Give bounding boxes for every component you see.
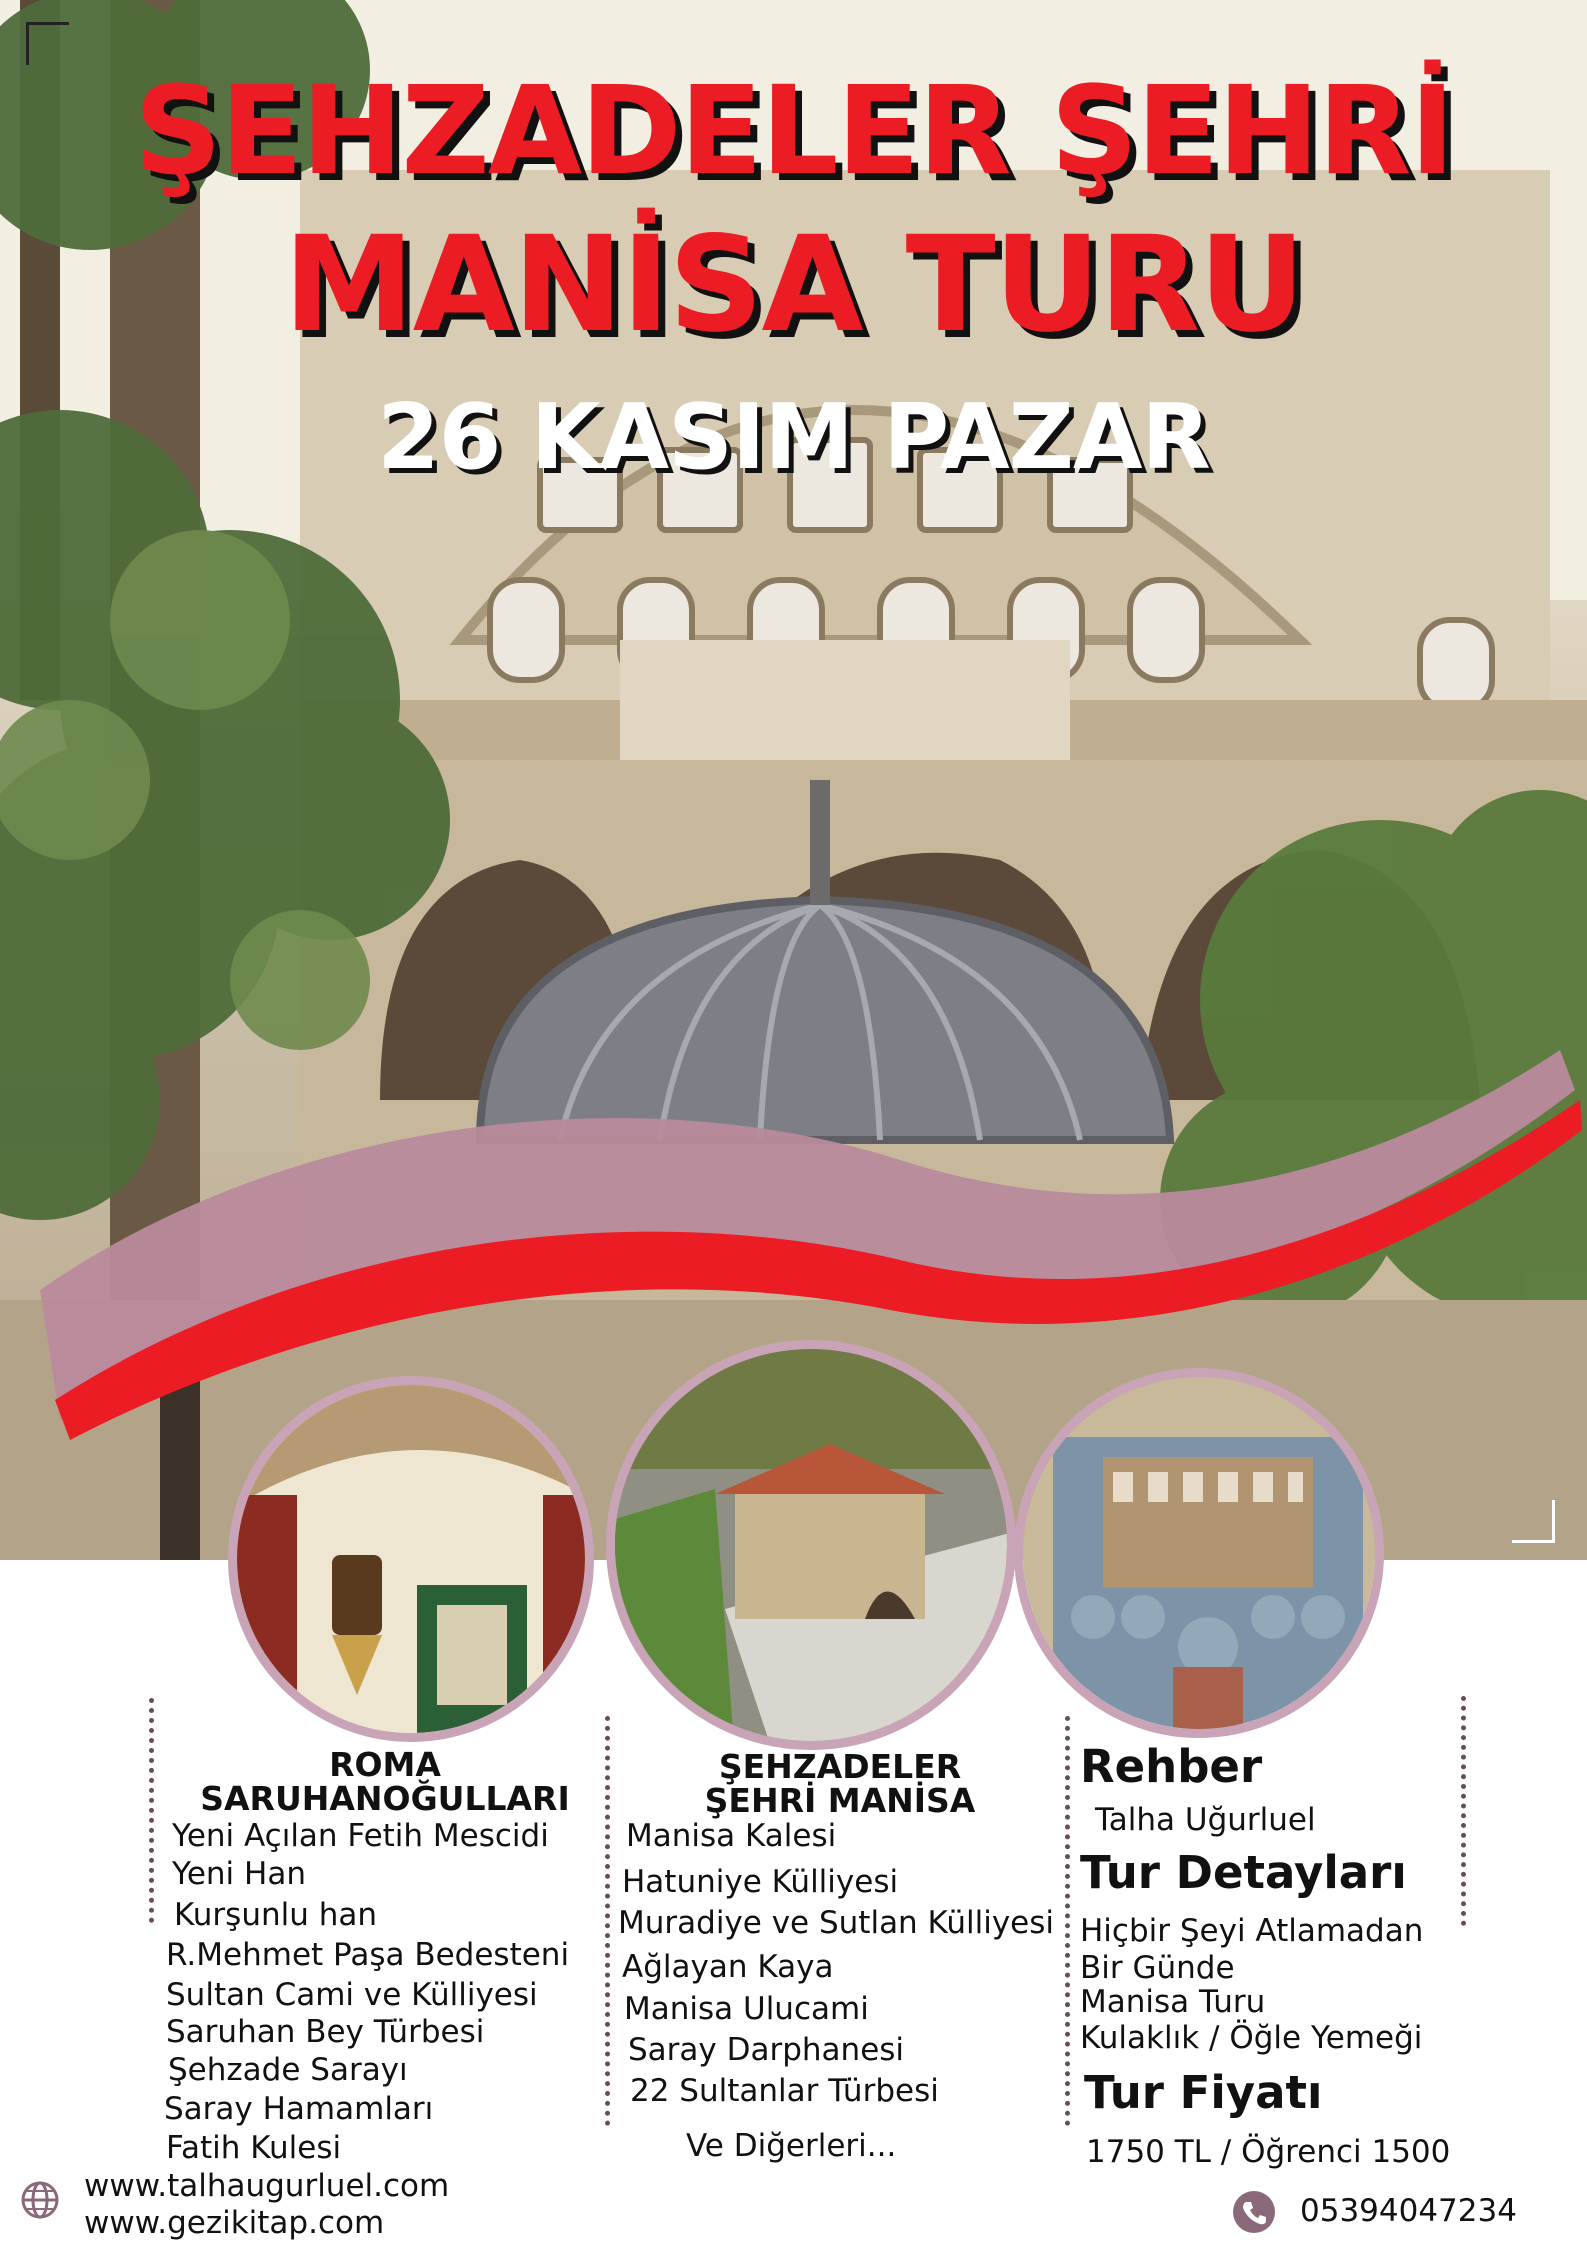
divider-dotted — [1461, 1696, 1466, 1926]
tour-detail: Kulaklık / Öğle Yemeği — [1080, 2020, 1423, 2056]
list-item: Hatuniye Külliyesi — [622, 1864, 899, 1900]
guide-name: Talha Uğurluel — [1095, 1802, 1316, 1838]
list-item: Yeni Han — [172, 1856, 306, 1892]
website-link-1[interactable]: www.talhaugurluel.com — [84, 2168, 450, 2204]
tour-detail: Bir Günde — [1080, 1950, 1235, 1986]
guide-heading: Rehber — [1080, 1740, 1263, 1793]
corner-mark-bottom-right — [1512, 1500, 1555, 1543]
list-item: Saray Hamamları — [164, 2091, 434, 2127]
list-item: Saray Darphanesi — [628, 2032, 905, 2068]
divider-dotted — [149, 1698, 154, 1923]
photo-circle-mosque-interior — [228, 1376, 594, 1742]
list-item: Saruhan Bey Türbesi — [166, 2014, 485, 2050]
tour-details-heading: Tur Detayları — [1080, 1846, 1407, 1899]
phone-icon — [1232, 2190, 1276, 2234]
column-heading — [640, 1747, 1040, 1820]
column-heading-line-2: ŞEHRİ MANİSA — [704, 1781, 976, 1820]
column-heading — [170, 1745, 600, 1818]
tour-price-heading: Tur Fiyatı — [1084, 2066, 1323, 2119]
list-item: Muradiye ve Sutlan Külliyesi — [618, 1905, 1055, 1941]
photo-circle-historic-building — [606, 1340, 1016, 1750]
list-item: Yeni Açılan Fetih Mescidi — [172, 1818, 549, 1854]
phone-number[interactable]: 05394047234 — [1300, 2193, 1517, 2229]
column-heading-line-1: ŞEHZADELER — [718, 1747, 962, 1786]
divider-dotted — [605, 1716, 610, 2126]
column-heading-line-1: ROMA — [329, 1745, 441, 1784]
tour-price: 1750 TL / Öğrenci 1500 — [1086, 2134, 1451, 2170]
list-item: Sultan Cami ve Külliyesi — [166, 1977, 538, 2013]
list-item-more: Ve Diğerleri... — [686, 2128, 897, 2164]
photo-circle-caravanserai — [1014, 1368, 1384, 1738]
tour-detail: Manisa Turu — [1080, 1984, 1266, 2020]
tour-date: 26 KASIM PAZAR — [377, 385, 1210, 490]
list-item: Manisa Ulucami — [624, 1991, 869, 2027]
list-item: Ağlayan Kaya — [622, 1949, 834, 1985]
list-item: 22 Sultanlar Türbesi — [630, 2073, 939, 2109]
list-item: Şehzade Sarayı — [168, 2052, 408, 2088]
globe-icon — [20, 2180, 60, 2220]
list-item: Manisa Kalesi — [626, 1818, 837, 1854]
tour-detail: Hiçbir Şeyi Atlamadan — [1080, 1913, 1424, 1949]
website-link-2[interactable]: www.gezikitap.com — [84, 2205, 385, 2241]
list-item: Fatih Kulesi — [166, 2130, 342, 2166]
list-item: Kurşunlu han — [174, 1897, 378, 1933]
list-item: R.Mehmet Paşa Bedesteni — [166, 1937, 570, 1973]
title-line-1: ŞEHZADELER ŞEHRİ — [134, 60, 1453, 202]
column-heading-line-2: SARUHANOĞULLARI — [200, 1779, 570, 1818]
corner-mark-top-left — [26, 22, 69, 65]
divider-dotted — [1065, 1716, 1070, 2126]
title-line-2: MANİSA TURU — [283, 208, 1304, 362]
